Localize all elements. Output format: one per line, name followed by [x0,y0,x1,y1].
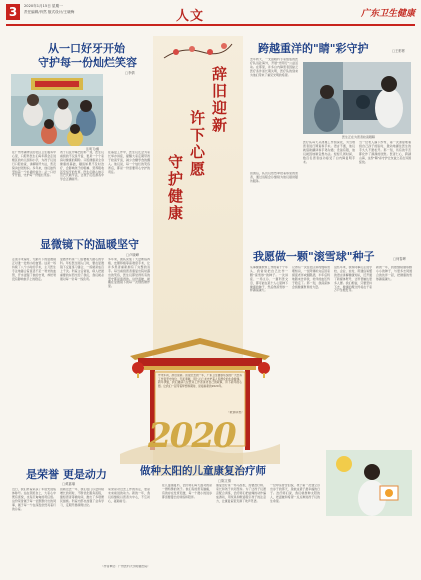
article-body-col1: 近日，我们科室荣获了年度先进集体称号。站在领奖台上，大家心中既有喜悦，也有沉甸甸的责任感。这份荣誉属于每一位默默付出的同事，属于每一个在深夜依然亮着灯的诊室。 [12,488,56,511]
eye-exam-photo [303,62,411,134]
lantern-left [132,362,144,374]
article-byline: □王彬彬 [392,49,406,53]
page-number: 3 [6,4,20,20]
article-body-col4: 新的一年，我愿继续做那颗小小的种子，与更多志同道合的伙伴一起，把健康的雪球越滚越大。 [376,266,412,281]
photo-caption: 张明飞/摄 [86,147,100,151]
issue-editor: 责任编辑/肖然 版式设计/王晓梅 [24,10,75,14]
article-title: 显微镜下的温暖坚守 [40,238,139,251]
article-title: 做种太阳的儿童康复治疗师 [140,465,266,477]
article-body-col1: 在儿童康复科，治疗师们每天面对的是一群特殊的孩子。他们有的患有脑瘫，有的存在发育迟缓，每一个微小的进步都需要漫长的训练和陪伴。 [162,484,212,499]
author-affiliation: （作者单位：广州医科大学附属医院） [100,565,150,568]
feature-editor: （策划/肖然） [226,411,244,414]
article-body-col3: 多年来，团队完成了大量断指再植、皮瓣移植等高难度手术，让许多患者重新拥有了完整的双手。每当看到患者康复出院时露出的笑容，医生们都觉得所有的坚守都是值得的。这份温暖，就藏在显微镜下的每一次细致操作里。 [108,258,150,289]
article-body-col2: 康复治疗是一场马拉松，需要治疗师、家长和孩子共同坚持。为了让孩子们愿意配合训练，治疗师们把枯燥的动作编成游戏，用玩具和歌谣吸引孩子的注意力，让康复室里充满了欢声笑语。 [216,484,266,503]
article-body-col1: 去年秋天，一支由眼科专家组成的医疗队远赴海外，开展"光明行"公益活动。在那里，许多白内障患者因缺乏医疗条件而长期失明，医疗队的到来为他们带来了重见光明的希望。 [250,58,298,77]
article-body-col2: 显微外科是一门需要极大耐心的学科。年轻医生刚入门时，要在显微镜下反复练习缝合，一练就是成百上千次。科室主任常说，病人把最重要的东西交给了我们，我们就必须对每一针每一线负责。 [60,258,104,281]
photo-illustration [11,74,103,146]
article-body-col3: 这些年来，我和同事们走进学校、企业、农村，用通俗易懂的语言讲解健康知识，还开通了新媒体账号，让科普触达更多人群。我们相信，只要坚持下去，健康的理念终将在千家万户生根发芽。 [334,266,372,293]
article-body-col2: 孩子们张开嘴巴的那一刻，医生们看到的不仅是牙齿，更是一个个家庭对健康的期盼。口腔健康是全身健康的基础，龋齿如果不及时治疗，会影响孩子的咀嚼、营养吸收甚至恒牙的发育。医生们耐心地示范巴氏刷牙法，让孩子们在游戏中学会正确刷牙。 [60,151,104,182]
feature-intro: 岁末年初，辞旧迎新。回望过去的一年，广东卫生健康系统的广大医务工作者坚守岗位、无私奉献，用仁心仁术守护着人民群众的生命健康。新年伊始，我们邀请几位医务工作者讲述自己的故事，许下新年的心愿。让我们一起带着梦想和期待，迎接崭新的2020年。 [158,374,242,388]
article-body-col3: 当一位老人摘下纱布，第一次清楚地看到自己孙子的脸时，激动地握住医生的手久久不愿松开。那一刻，所有的辛苦都化作了满满的欣慰。医者仁心，跨越山海，这份"睛"彩守护让友谊之花在异国绽放。 [359,141,411,164]
plum-blossom-branch [162,38,234,64]
article-body-col2: 医疗队每天从清晨工作到深夜，为当地患者进行筛查和手术。语言不通，他们就借助翻译和手势沟通；设备有限，他们就因地制宜想办法。短短几周时间，数百名患者成功接受了白内障复明手术。 [303,141,355,164]
article-body-col1: 走进手术室时，无影灯下的显微镜正对准一处细小的血管。这是一场持续了八个小时的手术，主刀医生专注地缝合着直径不足一毫米的血管，汗水浸湿了他的衣背，却丝毫没有影响他手上的稳定。 [12,258,56,281]
masthead-rule [6,24,415,26]
article-body-col3: 一位母亲曾含泪说，孩子第一次独立迈出步子的那天，是她这辈子最幸福的日子。治疗师们说，我们就像种太阳的人，把温暖和希望一点点种进孩子们的生命里。 [270,484,320,503]
issue-date: 2020年1月15日 星期一 [24,4,63,8]
article-byline: □黄嘉瑜 [62,482,76,486]
article-byline: □何春晖 [393,257,407,261]
article-body-col1: 在广州市越秀区的社区卫生服务中心里，口腔科医生们每年都会走进辖区的幼儿园和小学，为孩子们进行口腔检查，讲解刷牙方法，普及窝沟封闭知识。多年来，他们始终坚持着一个朴素的信念：从一口好牙开始，守护每一份灿烂笑容。 [12,151,56,178]
article-title: 我愿做一颗"滚雪球"种子 [253,250,375,263]
paper-name: 广东卫生健康 [360,9,415,19]
article-title: 是荣誉 更是动力 [26,468,107,481]
therapist-photo [326,450,412,516]
masthead [6,4,415,32]
article-body-col2: 回顾过去一年，我们在门诊量持续增长的同时，不断优化服务流程，缩短患者等候时间，推出了多项便民措施。科室内部也加强了业务学习，定期开展病例讨论。 [60,488,104,507]
tooth-checkup-photo [11,74,103,146]
article-title-line2: 守护每一份灿烂笑容 [38,56,137,69]
calligraphy-column-1: 辞旧迎新 [210,66,228,134]
calligraphy-column-3: 守护健康 [166,154,184,222]
article-body-col4: 回国后，队员们依然牵挂着那里的患者，通过远程会诊继续为他们提供随访服务。 [250,172,298,183]
article-body-col3: 在基层工作中，医生们还会为家长举办讲座，提醒大家定期带孩子检查牙齿，减少含糖零食的摄入。他们说，每一个灿烂的笑容背后，都是一份需要用心守护的责任。 [108,151,150,174]
article-byline: □卢晓峰 [126,253,140,257]
section-name: 人文 [176,9,205,24]
photo-illustration [326,450,412,516]
article-body-col3: 荣誉是对过去工作的肯定，更是未来前进的动力。新的一年，我们将继续以患者为中心，不忘初心，砥砺前行。 [108,488,150,503]
article-body-col2: 记得有一次在社区讲授慢病管理知识，一位阿姨听完后回家督促老伴戒烟限酒，半年后特地跑来告诉我，老伴的血压终于稳定了。那一刻，我深深体会到健康教育的力量。 [292,266,330,289]
article-body-col1: 从事健康教育工作的第十个年头，我常常把自己比作一颗"滚雪球"的种子。一次讲座、一场义诊、一篇科普文章，都可能在某个人心里种下健康的种子，然后像滚雪球一样越滚越大。 [250,266,288,293]
article-title-line1: 从一口好牙开始 [48,42,125,55]
calligraphy-column-2: 许下心愿 [188,110,206,178]
article-title: 跨越重洋的"睛"彩守护 [258,42,369,55]
article-byline: □陈文倩 [218,479,232,483]
photo-illustration [303,62,411,134]
photo-caption: 医生正在为患者检查眼睛 [342,135,376,139]
year-graphic: 2020 [148,416,235,456]
article-byline: □李倩 [125,71,135,75]
